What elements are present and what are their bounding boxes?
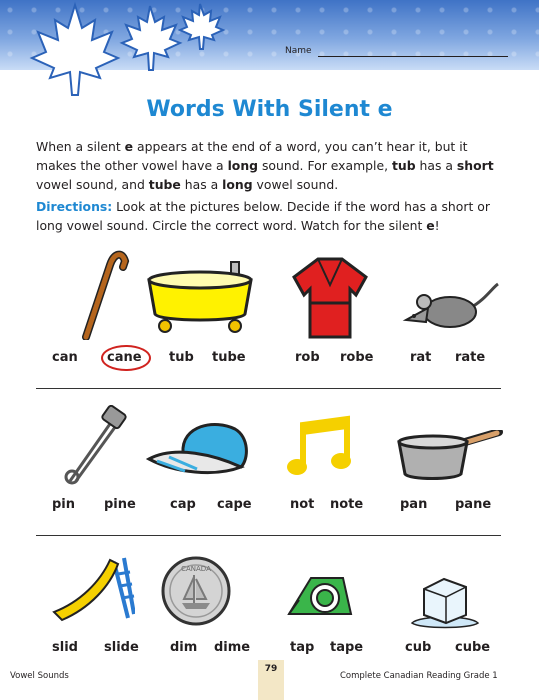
tape-icon [285,570,355,620]
robe-icon [290,255,370,340]
word-cap[interactable]: cap [170,497,196,512]
word-can[interactable]: can [52,350,78,365]
name-label: Name [285,46,312,56]
word-rob[interactable]: rob [295,350,320,365]
maple-leaves-icon [0,0,230,100]
cane-icon [70,245,130,340]
word-tub[interactable]: tub [169,350,194,365]
slide-icon [50,552,135,622]
word-cape[interactable]: cape [217,497,252,512]
word-rate[interactable]: rate [455,350,486,365]
word-slide[interactable]: slide [104,640,139,655]
footer-book-title: Complete Canadian Reading Grade 1 [340,671,498,681]
ice-cube-icon [410,575,480,630]
intro-paragraph: When a silent e appears at the end of a word, you can’t hear it, but it makes the other vowel have a long sound. For example, tub has a short vowel sound, and tube has a long vowel sound. [36,139,494,192]
page-number: 79 [264,664,278,674]
cap-icon [145,415,255,480]
word-tube[interactable]: tube [212,350,246,365]
word-pine[interactable]: pine [104,497,136,512]
word-tape[interactable]: tape [330,640,364,655]
word-not[interactable]: not [290,497,315,512]
row-divider [36,535,501,536]
coin-text: CANADA [181,565,211,573]
word-dim[interactable]: dim [170,640,198,655]
word-dime[interactable]: dime [214,640,251,655]
directions-paragraph: Directions: Look at the pictures below. Decide if the word has a short or long vowel sound. Circle the correct word. Watch for the silent e! [36,199,490,233]
page-title: Words With Silent e [146,97,393,122]
word-robe[interactable]: robe [340,350,374,365]
word-pan[interactable]: pan [400,497,428,512]
word-pane[interactable]: pane [455,497,492,512]
word-pin[interactable]: pin [52,497,76,512]
pan-icon [395,430,505,480]
row-divider [36,388,501,389]
bathtub-icon [145,258,255,336]
rat-icon [400,280,500,335]
footer-section: Vowel Sounds [10,671,69,681]
dime-icon [160,555,232,627]
word-rat[interactable]: rat [410,350,432,365]
word-tap[interactable]: tap [290,640,315,655]
word-note[interactable]: note [330,497,364,512]
word-cube[interactable]: cube [455,640,491,655]
name-field[interactable] [318,56,508,57]
music-note-icon [285,415,355,480]
word-slid[interactable]: slid [52,640,78,655]
word-cub[interactable]: cub [405,640,432,655]
word-cane[interactable]: cane [107,350,142,365]
safety-pin-icon [60,405,130,485]
